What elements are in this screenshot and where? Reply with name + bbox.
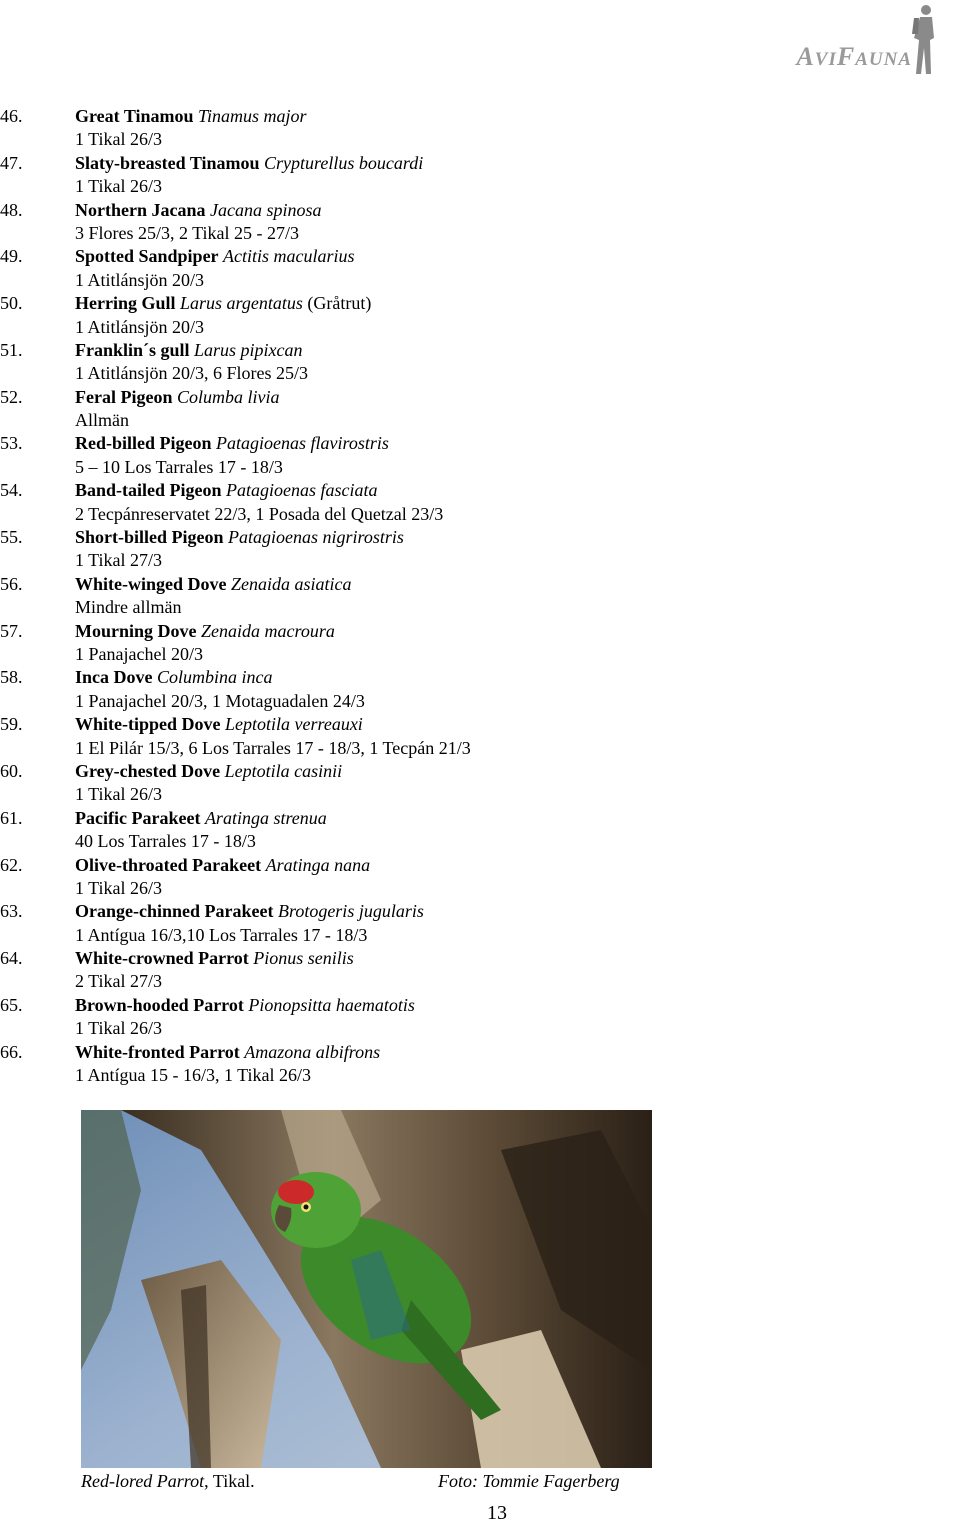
common-name: Mourning Dove <box>75 620 197 641</box>
entry-number: 57. <box>0 620 23 641</box>
scientific-name: Patagioenas flavirostris <box>216 433 389 454</box>
common-name: Northern Jacana <box>75 199 206 220</box>
common-name: Short-billed Pigeon <box>75 527 224 548</box>
common-name: Spotted Sandpiper <box>75 246 219 267</box>
common-name: White-winged Dove <box>75 573 227 594</box>
scientific-name: Zenaida macroura <box>201 620 335 641</box>
species-name <box>75 386 279 409</box>
parrot-photo <box>81 1110 652 1468</box>
entry-number: 46. <box>0 106 23 126</box>
observation-text: 1 Tikal 26/3 <box>75 877 163 898</box>
observation-text: 1 Tikal 27/3 <box>75 550 163 571</box>
scientific-name: Leptotila verreauxi <box>225 714 363 735</box>
entry-number: 49. <box>0 246 23 267</box>
entry-number: 51. <box>0 339 23 360</box>
scientific-name: Aratinga nana <box>265 854 371 875</box>
species-entry <box>0 292 940 339</box>
observation-text: 1 Atitlánsjön 20/3 <box>75 316 205 337</box>
observation-text: 1 Tikal 26/3 <box>75 1018 163 1039</box>
common-name: Slaty-breasted Tinamou <box>75 152 260 173</box>
species-entry <box>0 432 940 479</box>
species-name <box>75 760 342 783</box>
observation-text: 2 Tikal 27/3 <box>75 971 163 992</box>
species-entry <box>0 713 940 760</box>
observation-text: 1 Tikal 26/3 <box>75 784 163 805</box>
observation-text: 1 Panajachel 20/3 <box>75 643 203 664</box>
logo-wordmark: AVIFAUNA <box>796 42 912 71</box>
observation-text: 1 Atitlánsjön 20/3 <box>75 269 205 290</box>
photo-credit: Foto: Tommie Fagerberg <box>438 1471 620 1491</box>
scientific-name: Actitis macularius <box>223 246 355 267</box>
species-entry <box>0 479 940 526</box>
species-name <box>75 432 389 455</box>
entry-number: 56. <box>0 573 23 594</box>
observation-text: Allmän <box>75 410 129 431</box>
observation-text: 1 Panajachel 20/3, 1 Motaguadalen 24/3 <box>75 690 365 711</box>
entry-number: 54. <box>0 480 23 501</box>
species-entry <box>0 994 940 1041</box>
scientific-name: Leptotila casinii <box>224 760 343 781</box>
observation-text: 1 Atitlánsjön 20/3, 6 Flores 25/3 <box>75 363 309 384</box>
species-name <box>75 152 423 175</box>
observation-text: 3 Flores 25/3, 2 Tikal 25 - 27/3 <box>75 222 300 243</box>
species-entry <box>0 152 940 199</box>
species-entry <box>0 199 940 246</box>
observation-text: 1 Tikal 26/3 <box>75 176 163 197</box>
scientific-name: Pionus senilis <box>253 948 354 969</box>
scientific-name: Larus pipixcan <box>194 339 303 360</box>
observation-text: 5 – 10 Los Tarrales 17 - 18/3 <box>75 456 283 477</box>
species-name <box>75 526 404 549</box>
scientific-name: Columbina inca <box>157 667 273 688</box>
common-name: Great Tinamou <box>75 106 194 126</box>
entry-number: 60. <box>0 760 23 781</box>
entry-number: 66. <box>0 1041 23 1062</box>
species-name <box>75 854 370 877</box>
species-entry <box>0 386 940 433</box>
species-entry <box>0 854 940 901</box>
species-entry <box>0 900 940 947</box>
swedish-name: (Gråtrut) <box>307 293 372 314</box>
common-name: Pacific Parakeet <box>75 807 201 828</box>
species-name <box>75 339 303 362</box>
species-entry <box>0 1041 940 1088</box>
scientific-name: Patagioenas nigrirostris <box>228 527 404 548</box>
species-name <box>75 666 273 689</box>
scientific-name: Crypturellus boucardi <box>264 152 424 173</box>
species-list <box>0 105 940 1087</box>
scientific-name: Amazona albifrons <box>244 1041 381 1062</box>
common-name: Feral Pigeon <box>75 386 173 407</box>
entry-number: 50. <box>0 293 23 314</box>
hiker-silhouette-icon <box>908 4 938 76</box>
species-entry <box>0 807 940 854</box>
species-entry <box>0 245 940 292</box>
entry-number: 47. <box>0 152 23 173</box>
scientific-name: Tinamus major <box>198 106 307 126</box>
scientific-name: Brotogeris jugularis <box>277 901 424 922</box>
entry-number: 55. <box>0 527 23 548</box>
common-name: Orange-chinned Parakeet <box>75 901 274 922</box>
species-name <box>75 900 424 923</box>
species-name <box>75 947 354 970</box>
entry-number: 52. <box>0 386 23 407</box>
common-name: Red-billed Pigeon <box>75 433 212 454</box>
scientific-name: Zenaida asiatica <box>231 573 352 594</box>
species-entry <box>0 947 940 994</box>
scientific-name: Patagioenas fasciata <box>226 480 378 501</box>
species-name <box>75 620 335 643</box>
common-name: White-fronted Parrot <box>75 1041 240 1062</box>
scientific-name: Jacana spinosa <box>209 199 322 220</box>
species-name <box>75 807 327 830</box>
scientific-name: Larus argentatus <box>180 293 303 314</box>
observation-text: 2 Tecpánreservatet 22/3, 1 Posada del Quetzal 23/3 <box>75 503 444 524</box>
common-name: Band-tailed Pigeon <box>75 480 222 501</box>
observation-text: 40 Los Tarrales 17 - 18/3 <box>75 831 256 852</box>
photo-caption: Red-lored Parrot, Tikal. <box>81 1471 255 1491</box>
common-name: Grey-chested Dove <box>75 760 221 781</box>
species-entry <box>0 760 940 807</box>
species-entry <box>0 105 940 152</box>
species-entry <box>0 339 940 386</box>
observation-text: 1 Antígua 16/3,10 Los Tarrales 17 - 18/3 <box>75 924 368 945</box>
page-number: 13 <box>487 1502 507 1524</box>
entry-number: 58. <box>0 667 23 688</box>
common-name: Olive-throated Parakeet <box>75 854 262 875</box>
entry-number: 65. <box>0 994 23 1015</box>
species-name <box>75 292 371 315</box>
species-name <box>75 994 415 1017</box>
observation-text: Mindre allmän <box>75 597 182 618</box>
species-name <box>75 245 355 268</box>
entry-number: 62. <box>0 854 23 875</box>
common-name: White-tipped Dove <box>75 714 221 735</box>
species-name <box>75 479 378 502</box>
common-name: Franklin´s gull <box>75 339 190 360</box>
entry-number: 48. <box>0 199 23 220</box>
entry-number: 61. <box>0 807 23 828</box>
species-name <box>75 1041 380 1064</box>
species-entry <box>0 573 940 620</box>
common-name: Brown-hooded Parrot <box>75 994 244 1015</box>
observation-text: 1 Antígua 15 - 16/3, 1 Tikal 26/3 <box>75 1065 312 1086</box>
species-name <box>75 105 307 128</box>
scientific-name: Columba livia <box>176 386 280 407</box>
entry-number: 59. <box>0 714 23 735</box>
observation-text: 1 El Pilár 15/3, 6 Los Tarrales 17 - 18/3, 1 Tecpán 21/3 <box>75 737 471 758</box>
observation-text: 1 Tikal 26/3 <box>75 129 163 150</box>
scientific-name: Pionopsitta haematotis <box>248 994 415 1015</box>
common-name: White-crowned Parrot <box>75 948 249 969</box>
species-name <box>75 199 321 222</box>
avifauna-logo <box>760 0 940 78</box>
species-entry <box>0 620 940 667</box>
common-name: Inca Dove <box>75 667 153 688</box>
species-entry <box>0 666 940 713</box>
entry-number: 64. <box>0 948 23 969</box>
species-name <box>75 713 363 736</box>
scientific-name: Aratinga strenua <box>204 807 327 828</box>
entry-number: 53. <box>0 433 23 454</box>
common-name: Herring Gull <box>75 293 176 314</box>
species-name <box>75 573 352 596</box>
species-entry <box>0 526 940 573</box>
entry-number: 63. <box>0 901 23 922</box>
